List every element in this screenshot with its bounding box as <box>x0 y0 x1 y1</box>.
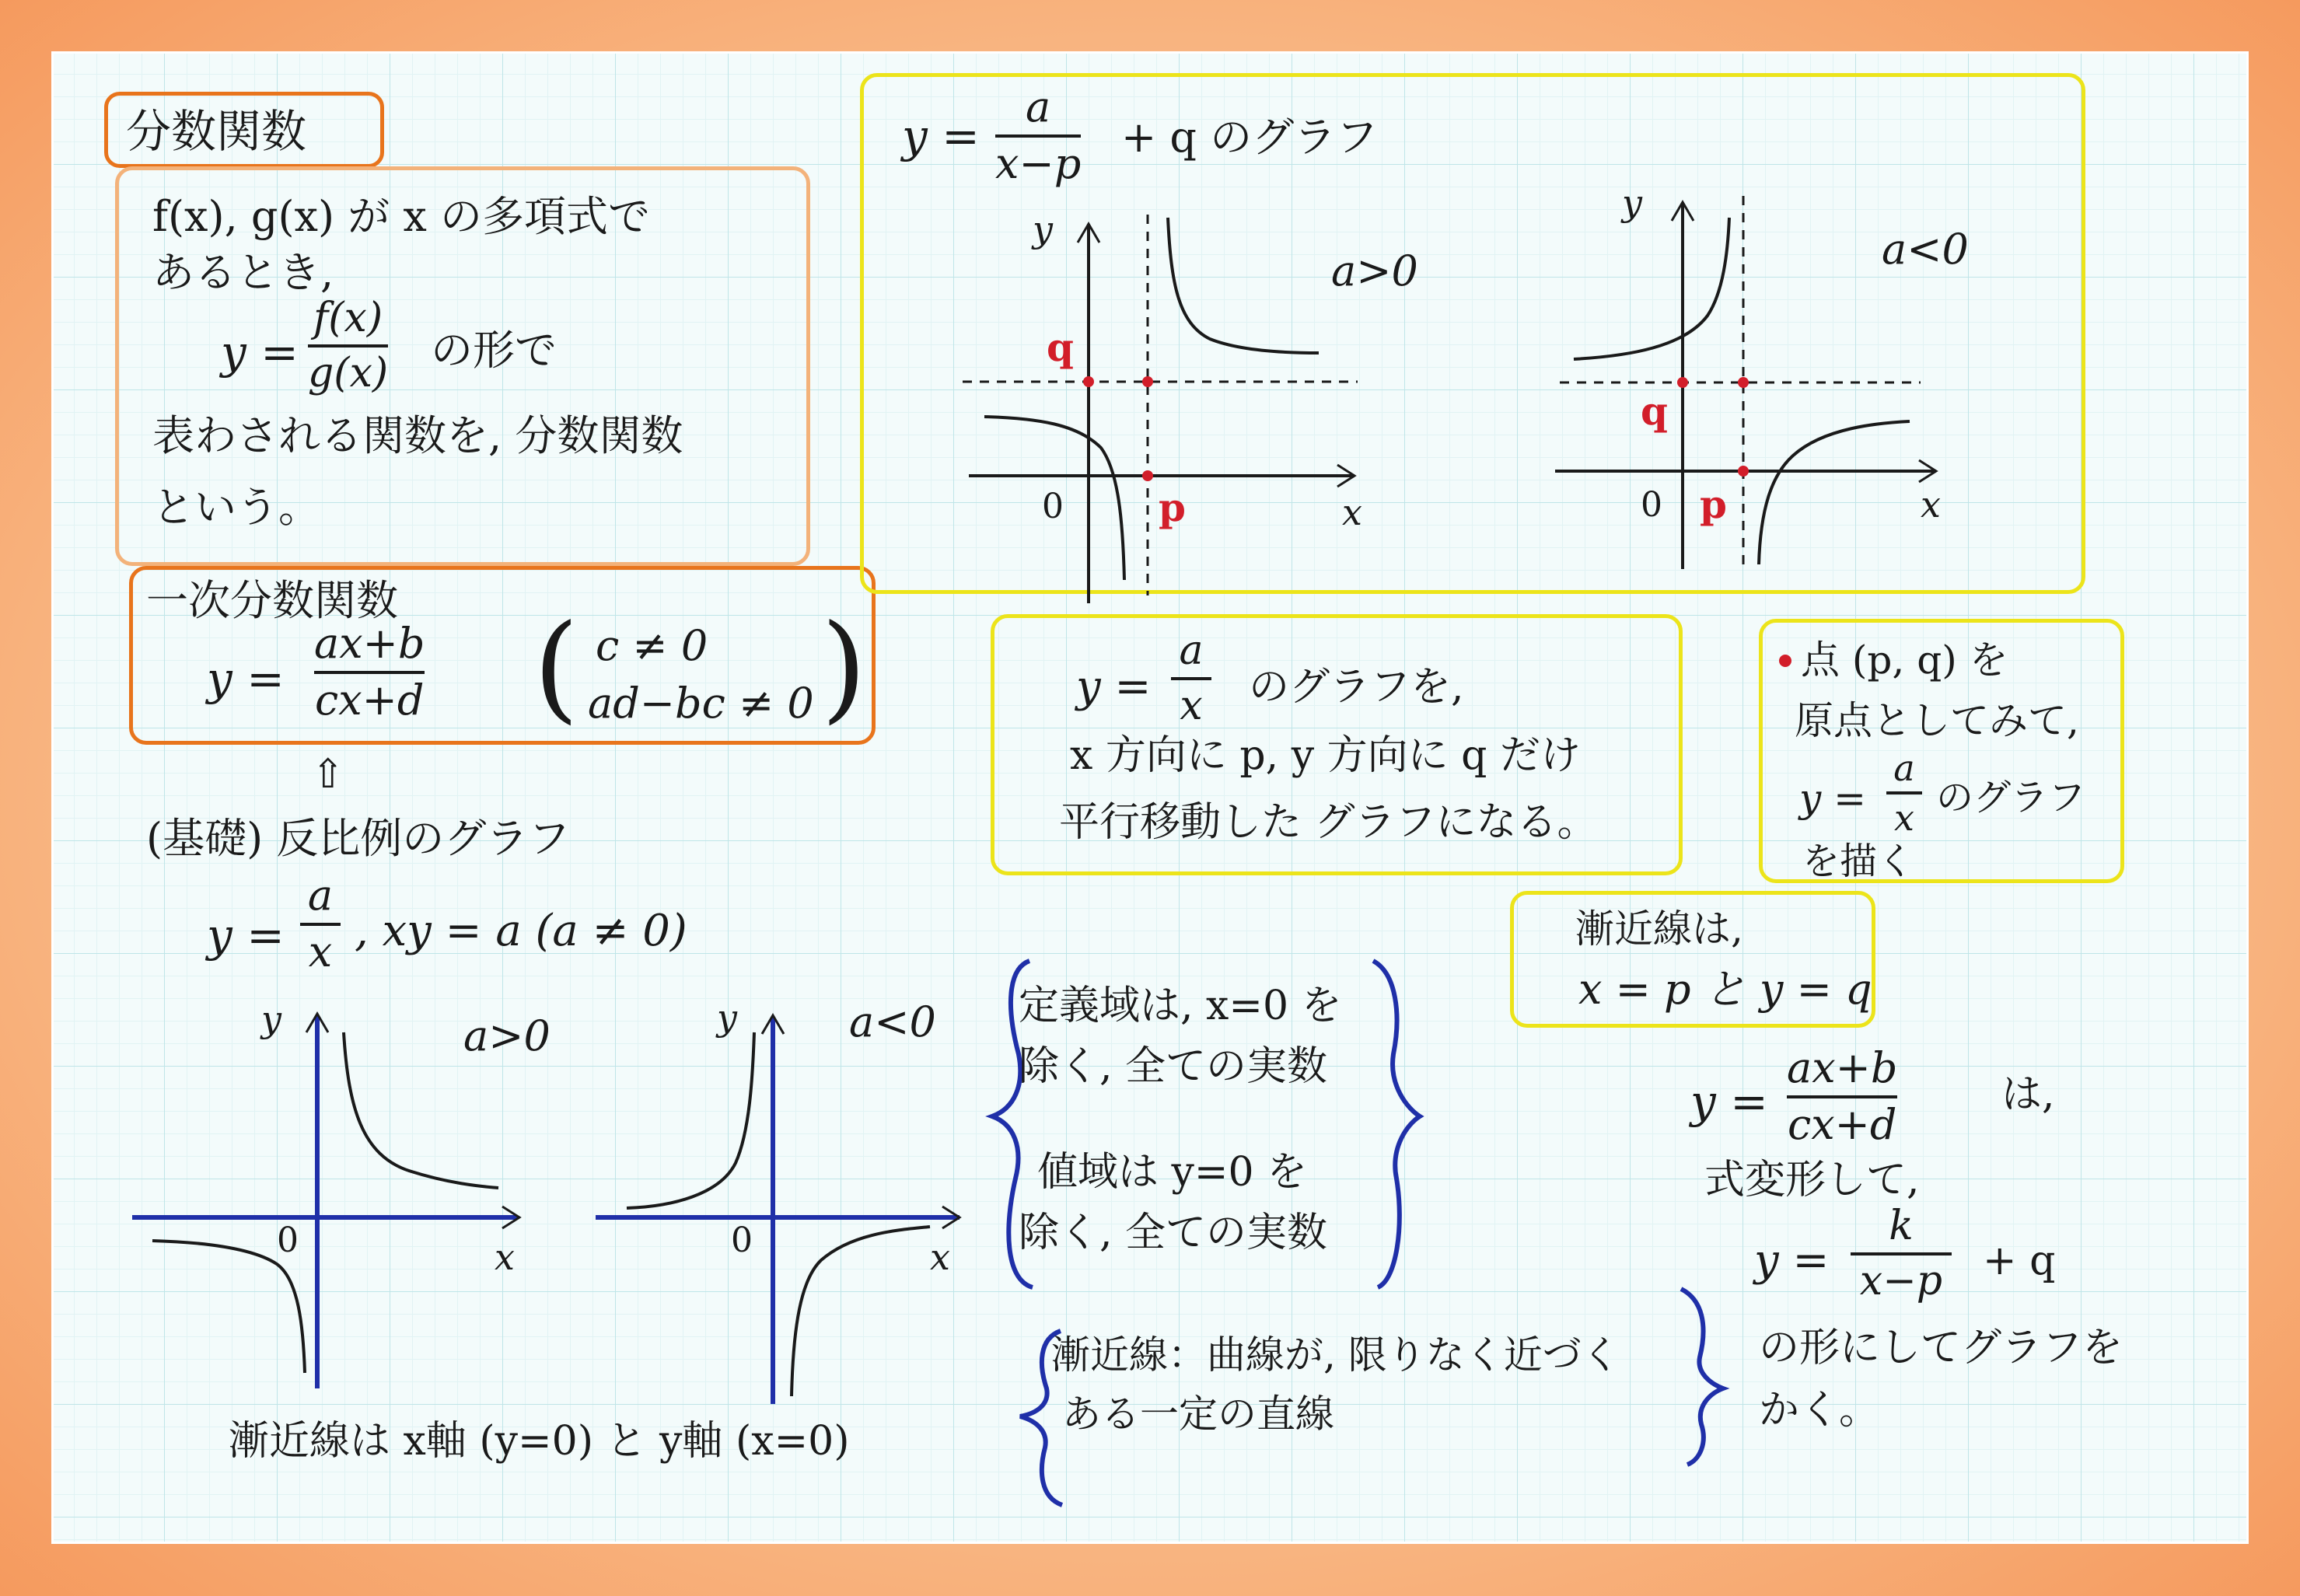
range-line-2: 除く, 全ての実数 <box>1019 1210 1328 1256</box>
basic-rest: , xy = a (a ≠ 0) <box>355 906 687 956</box>
page-title: 分数関数 <box>126 105 307 158</box>
fraction-bar <box>1851 1252 1952 1255</box>
range-line-1: 値域は y=0 を <box>1037 1149 1308 1196</box>
shift-y-eq: y = <box>902 110 980 162</box>
point-p <box>1142 470 1153 481</box>
asymptote-def-line-1: 漸近線：曲線が, 限りなく近づく <box>1051 1332 1620 1378</box>
linear-cond-2: ad−bc ≠ 0 <box>588 679 814 728</box>
shift-left-y-label: y <box>1033 208 1053 250</box>
asymptote-shift-line-1: 漸近線は, <box>1575 906 1743 952</box>
shift-right-q: q <box>1641 388 1668 434</box>
linear-paren-left: ( <box>533 600 579 735</box>
definition-numerator: f(x) <box>313 295 383 341</box>
translation-suffix: のグラフを, <box>1249 664 1464 711</box>
basic-denominator: x <box>308 927 333 976</box>
fraction-bar <box>1787 1095 1897 1098</box>
transform-tail-2: + q <box>1983 1238 2056 1284</box>
right-brace-domain <box>1373 961 1420 1287</box>
curve-q3 <box>152 1241 305 1373</box>
curve-upper <box>1574 218 1729 359</box>
domain-line-2: 除く, 全ての実数 <box>1019 1043 1328 1090</box>
translation-line-2: x 方向に p, y 方向に q だけ <box>1070 732 1581 779</box>
origin-note-y-eq: y = <box>1799 776 1867 821</box>
shift-left-origin: 0 <box>1042 487 1064 526</box>
right-brace-asymptote <box>1681 1289 1723 1465</box>
basic-numerator: a <box>307 871 334 920</box>
point-q <box>1083 376 1094 387</box>
linear-numerator: ax+b <box>314 619 425 668</box>
transform-numerator-2: k <box>1889 1203 1914 1249</box>
point-q <box>1677 377 1688 388</box>
fraction-bar <box>1886 791 1922 795</box>
origin-note-fraction <box>1886 747 1922 840</box>
transform-y-eq: y = <box>1690 1075 1768 1128</box>
point-p <box>1738 466 1749 477</box>
translation-line-3: 平行移動した グラフになる。 <box>1059 799 1598 846</box>
origin-note-numerator: a <box>1893 747 1915 789</box>
curve-q2 <box>627 1032 754 1208</box>
basic-y-eq: y = <box>207 909 285 962</box>
shift-tail: + q のグラフ <box>1121 113 1379 162</box>
basic-right-x-label: x <box>930 1236 950 1278</box>
transform-y-eq-2: y = <box>1754 1235 1830 1286</box>
curve-upper <box>1168 218 1319 353</box>
curve-q4 <box>792 1227 930 1396</box>
point-pq <box>1738 377 1749 388</box>
domain-line-1: 定義域は, x=0 を <box>1019 983 1342 1029</box>
origin-note-line-2: 原点としてみて, <box>1795 698 2079 743</box>
shift-right-origin: 0 <box>1641 485 1662 525</box>
fraction-bar <box>1171 677 1211 680</box>
transform-line-4: の形にしてグラフを <box>1759 1325 2123 1371</box>
asymptote-shift-line-2: x = p と y = q <box>1578 965 1872 1014</box>
linear-denominator: cx+d <box>314 675 425 725</box>
shift-left-condition: a>0 <box>1331 246 1418 295</box>
basic-right-origin: 0 <box>731 1221 753 1260</box>
shift-right-x-label: x <box>1921 484 1941 526</box>
transform-suffix: は, <box>2001 1071 2055 1118</box>
transform-line-2: 式変形して, <box>1704 1157 1920 1203</box>
transform-numerator: ax+b <box>1787 1043 1898 1092</box>
curve-lower <box>1759 421 1910 564</box>
fraction-bar <box>995 134 1081 138</box>
shift-right-p: p <box>1700 481 1727 527</box>
shift-left-p: p <box>1159 484 1186 530</box>
definition-line-4: 表わされる関数を, 分数関数 <box>152 411 683 460</box>
transform-line-5: かく。 <box>1759 1387 1879 1434</box>
translation-denominator: x <box>1180 682 1203 729</box>
definition-denominator: g(x) <box>308 349 389 396</box>
translation-fraction <box>1171 627 1211 729</box>
basic-left-origin: 0 <box>277 1221 299 1260</box>
linear-cond-1: c ≠ 0 <box>596 621 708 670</box>
shift-right-y-label: y <box>1622 182 1642 224</box>
shift-denominator: x−p <box>995 138 1082 188</box>
basic-graph-left <box>132 1014 519 1388</box>
shift-right-condition: a<0 <box>1882 225 1969 274</box>
basic-left-x-label: x <box>495 1236 515 1278</box>
up-arrow-icon: ⇧ <box>311 751 345 798</box>
bullet-point <box>1779 655 1791 667</box>
shift-left-x-label: x <box>1342 491 1362 533</box>
linear-title: 一次分数関数 <box>146 576 398 625</box>
basic-left-y-label: y <box>261 998 281 1040</box>
basic-graph-right <box>596 1015 959 1404</box>
transform-fraction-2 <box>1851 1205 1952 1302</box>
translation-y-eq: y = <box>1076 662 1152 712</box>
basic-title: (基礎) 反比例のグラフ <box>146 814 571 863</box>
translation-numerator: a <box>1179 627 1204 674</box>
basic-left-condition: a>0 <box>463 1011 551 1060</box>
basic-right-y-label: y <box>717 997 737 1039</box>
graph-paper <box>51 51 2249 1544</box>
definition-line-5: という。 <box>152 483 320 532</box>
transform-denominator-2: x−p <box>1859 1257 1943 1304</box>
definition-line-2: あるとき, <box>152 248 334 297</box>
shift-graph-left <box>963 215 1358 603</box>
transform-fraction <box>1787 1043 1898 1149</box>
linear-y-eq: y = <box>207 652 285 705</box>
point-pq <box>1142 376 1153 387</box>
shift-left-q: q <box>1047 324 1074 370</box>
asymptote-def-line-2: ある一定の直線 <box>1062 1392 1334 1437</box>
origin-note-line-1: 点 (p, q) を <box>1801 637 2008 683</box>
definition-suffix: の形で <box>431 326 557 375</box>
shift-graph-right <box>1555 196 1936 572</box>
definition-y-eq: y = <box>221 326 299 379</box>
shift-numerator: a <box>1026 82 1051 131</box>
basic-right-condition: a<0 <box>849 997 936 1046</box>
transform-denominator: cx+d <box>1787 1099 1897 1149</box>
origin-note-denominator: x <box>1894 797 1914 840</box>
origin-note-line-4: を描く <box>1802 840 1915 883</box>
definition-line-1: f(x), g(x) が x の多項式で <box>152 192 651 241</box>
origin-note-suffix: のグラフ <box>1936 776 2086 819</box>
linear-paren-right: ) <box>821 600 867 735</box>
basic-asymptote-note: 漸近線は x軸 (y=0) と y軸 (x=0) <box>229 1418 850 1465</box>
shift-fraction <box>995 82 1082 188</box>
